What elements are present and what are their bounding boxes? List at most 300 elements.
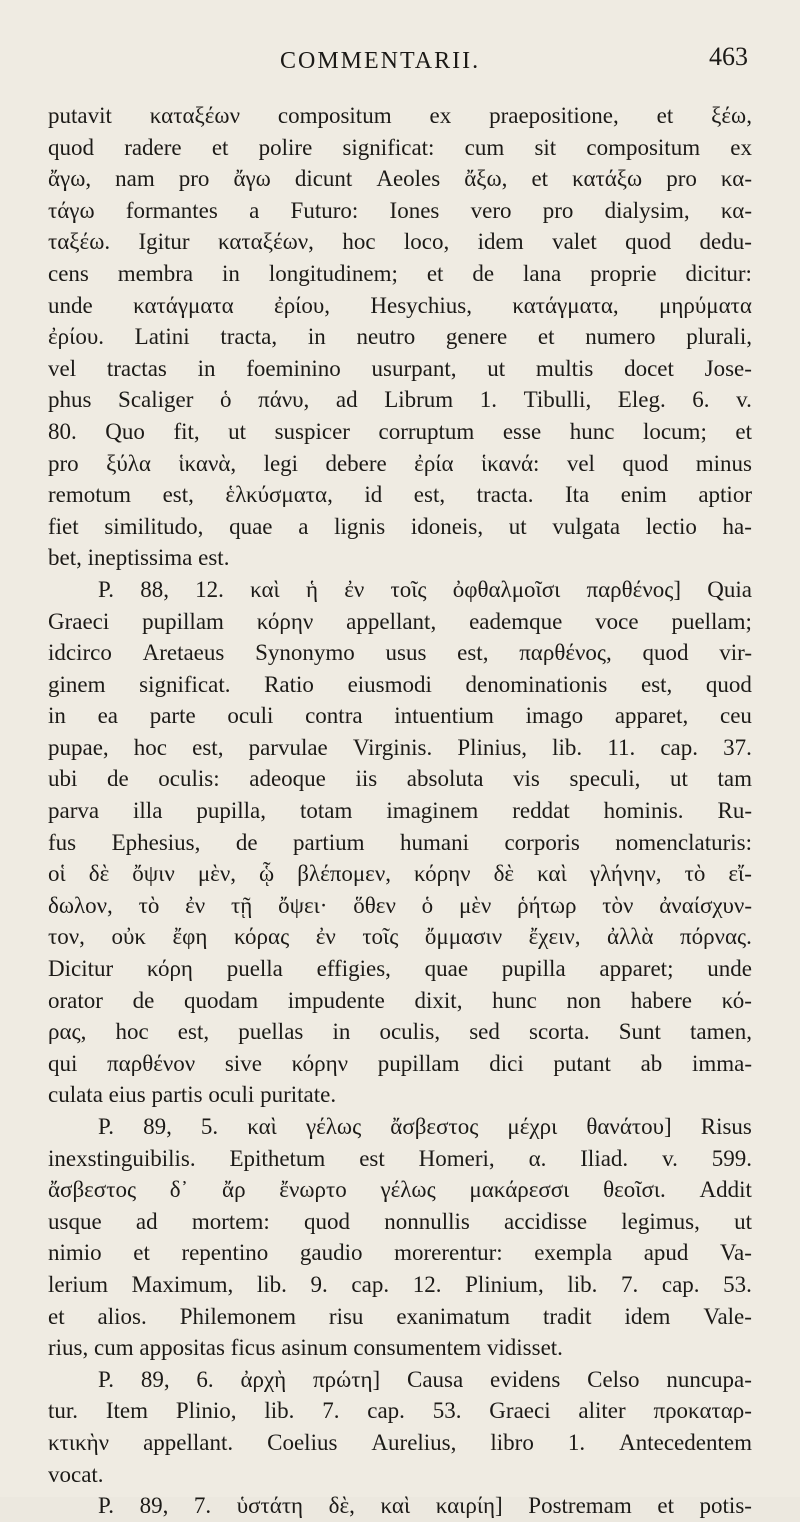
text-line: [48, 1048, 752, 1080]
word: docet: [624, 355, 674, 381]
word: a: [298, 513, 309, 539]
text-line: [48, 163, 752, 195]
word: eademque: [469, 608, 563, 634]
word: aptior: [698, 482, 752, 508]
word: polire: [258, 134, 313, 160]
word: vulgata: [552, 513, 621, 539]
word: Scaliger: [118, 387, 194, 413]
word: pupillam: [377, 1050, 460, 1076]
word: γλήνην,: [589, 861, 662, 887]
word: contra: [305, 703, 363, 729]
word: dicunt: [294, 166, 353, 192]
word: vidisset.: [486, 1335, 563, 1361]
word: P.: [98, 1366, 114, 1392]
text-line: [48, 1490, 752, 1522]
word: Iliad.: [580, 1145, 629, 1171]
text-line: [48, 953, 752, 985]
word: παρθένος]: [586, 576, 681, 602]
word: ubi: [48, 766, 78, 792]
word: ἐρίου.: [48, 324, 104, 350]
word: μέχρι: [507, 1114, 558, 1139]
word: Synonymo: [255, 640, 355, 666]
word: ut: [487, 355, 506, 381]
word: Futuro:: [290, 197, 359, 223]
word: ἔχειν,: [528, 924, 581, 950]
word: speculi,: [569, 766, 641, 792]
word: usus: [385, 640, 427, 666]
word: non: [566, 987, 602, 1013]
word: nonnullis: [384, 1208, 470, 1234]
page-number: 463: [709, 42, 748, 71]
word: hoc: [115, 1019, 149, 1045]
word: risu: [328, 1303, 364, 1329]
text-line: [48, 637, 752, 669]
word: quod: [622, 450, 669, 476]
word: et: [537, 324, 555, 350]
word: ceu: [719, 703, 752, 729]
word: multis: [535, 355, 594, 381]
word: locum;: [642, 418, 707, 444]
word: ἡ: [305, 576, 318, 602]
word: ὀφθαλμοῖσι: [452, 576, 561, 602]
word: τοῖς: [390, 576, 427, 602]
word: vocat.: [48, 1461, 104, 1487]
word: οὐκ: [111, 924, 146, 950]
word: pupae,: [48, 734, 109, 760]
word: κόρην: [256, 608, 314, 634]
word: eiusmodi: [347, 671, 432, 697]
text-line: [48, 795, 752, 827]
word: idoneis,: [410, 513, 484, 539]
text-line: [48, 511, 752, 543]
word: putavit: [48, 103, 112, 128]
word: 6.: [692, 387, 710, 413]
text-line: [48, 1301, 752, 1333]
word: ab: [640, 1050, 663, 1076]
text-line: [48, 1174, 752, 1206]
text-line: [48, 1016, 752, 1048]
word: ἔφη: [172, 924, 208, 950]
word: cap.: [661, 1271, 700, 1297]
text-line: [48, 574, 752, 606]
word: ut: [228, 418, 247, 444]
word: partis: [151, 1082, 209, 1108]
word: ξύλα: [106, 450, 151, 476]
word: pupilla: [501, 956, 566, 982]
word: praepositione,: [489, 103, 619, 128]
word: parvulae: [248, 734, 328, 760]
word: ut: [669, 766, 688, 792]
word: oculis,: [379, 1019, 441, 1045]
word: eius: [108, 1082, 152, 1108]
word: imago: [525, 703, 584, 729]
word: εἴ-: [728, 861, 752, 887]
word: nomenclaturis:: [615, 829, 752, 855]
word: 11.: [607, 734, 636, 760]
word: rius,: [48, 1335, 94, 1361]
word: effigies,: [316, 956, 391, 982]
word: membra: [117, 260, 194, 286]
word: est,: [457, 640, 489, 666]
word: radere: [124, 134, 182, 160]
word: pupillam: [142, 608, 224, 634]
word: cens: [48, 260, 89, 286]
word: 7.: [193, 1493, 212, 1519]
word: quod: [705, 671, 752, 697]
word: Aretaeus: [142, 640, 225, 666]
word: tracta,: [220, 324, 278, 350]
word: unde: [48, 292, 93, 318]
word: Maximum,: [131, 1271, 234, 1297]
word: Iones: [389, 197, 440, 223]
word: in: [332, 1019, 351, 1045]
word: δὲ,: [328, 1493, 355, 1519]
text-line: [48, 321, 752, 353]
word: Latini: [134, 324, 190, 350]
word: legi: [263, 450, 299, 476]
body-text: [48, 100, 752, 1522]
word: P.: [98, 576, 114, 602]
word: loco,: [403, 229, 450, 255]
word: κό-: [721, 987, 752, 1013]
word: suspicer: [274, 418, 350, 444]
word: in: [48, 703, 66, 729]
word: ἀναίσχυν-: [659, 892, 752, 918]
word: et: [48, 1303, 65, 1329]
word: 1.: [479, 387, 498, 413]
word: usurpant,: [371, 355, 457, 381]
word: Homeri,: [418, 1145, 495, 1171]
word: idem: [624, 1303, 671, 1329]
text-line: [48, 353, 752, 385]
word: ῥήτωρ: [517, 892, 577, 918]
word: exanimatum: [396, 1303, 511, 1329]
text-line: [48, 669, 752, 701]
word: Epithetum: [229, 1145, 326, 1171]
word: est,: [192, 734, 224, 760]
word: est,: [162, 482, 194, 508]
text-line: [48, 1364, 752, 1396]
word: tur.: [48, 1398, 79, 1424]
text-line: [48, 1332, 752, 1364]
word: cap.: [351, 1271, 390, 1297]
word: qui: [48, 1050, 78, 1076]
word: iis: [355, 766, 378, 792]
word: πόρνας.: [679, 924, 752, 950]
word: 89,: [143, 1114, 172, 1139]
word: nuncupa-: [666, 1366, 752, 1392]
word: debere: [325, 450, 387, 476]
word: pro: [48, 450, 79, 476]
word: hunc: [492, 987, 537, 1013]
word: longitudinem;: [268, 260, 398, 286]
word: hoc: [342, 229, 376, 255]
word: γέλως: [380, 1177, 436, 1203]
word: δὲ: [88, 861, 110, 887]
text-line: [48, 763, 752, 795]
text-line: [48, 290, 752, 322]
word: cum: [94, 1335, 140, 1361]
word: partium: [293, 829, 365, 855]
word: totam: [299, 798, 353, 824]
word: 37.: [723, 734, 752, 760]
word: α.: [528, 1145, 547, 1171]
text-line: [48, 195, 752, 227]
word: de: [235, 829, 258, 855]
word: τὸ: [138, 892, 160, 918]
word: ginem: [48, 671, 106, 697]
word: v.: [662, 1145, 678, 1171]
word: vel: [48, 355, 77, 381]
word: Jose-: [704, 355, 752, 381]
word: inexstinguibilis.: [48, 1145, 196, 1171]
word: 599.: [711, 1145, 752, 1171]
word: tractas: [106, 355, 167, 381]
word: pupilla,: [196, 798, 267, 824]
word: Virginis.: [352, 734, 433, 760]
word: hoc: [133, 734, 168, 760]
word: Postremam: [528, 1493, 632, 1519]
text-line: [48, 258, 752, 290]
word: nimio: [48, 1240, 102, 1266]
word: καταξέων: [149, 103, 240, 128]
word: et: [657, 1493, 674, 1519]
word: esse: [502, 418, 542, 444]
word: cap.: [660, 734, 699, 760]
word: Item: [105, 1398, 148, 1424]
word: Vale-: [703, 1303, 752, 1329]
word: ἀλλὰ: [607, 924, 654, 950]
word: ἱκανά:: [480, 450, 540, 476]
word: 7.: [620, 1271, 639, 1297]
word: plurali,: [686, 324, 752, 350]
word: καιρίη]: [435, 1493, 503, 1519]
word: οἱ: [48, 861, 66, 887]
word: καὶ: [247, 1114, 277, 1139]
text-line: [48, 1143, 752, 1175]
word: ὅθεν: [353, 892, 396, 918]
word: lib.: [567, 1271, 598, 1297]
word: ἐν: [185, 892, 206, 918]
word: a: [249, 197, 260, 223]
word: apparet,: [614, 703, 689, 729]
word: Graeci: [48, 608, 110, 634]
word: pro: [666, 166, 697, 192]
word: καταξέων,: [217, 229, 314, 255]
word: adeoque: [249, 766, 326, 792]
word: oculi: [208, 1082, 261, 1108]
text-line: [48, 1427, 752, 1459]
word: accidisse: [504, 1208, 588, 1234]
word: corruptum: [378, 418, 475, 444]
word: ἐν: [344, 576, 365, 602]
word: vel: [566, 450, 595, 476]
word: ut: [508, 513, 527, 539]
word: tracta.: [476, 482, 534, 508]
word: τὸ: [684, 861, 706, 887]
word: aliter: [578, 1398, 626, 1424]
word: quod: [625, 229, 672, 255]
word: Causa: [407, 1366, 464, 1392]
word: est,: [640, 671, 673, 697]
word: τὸν: [602, 892, 634, 918]
word: ὄψιν: [132, 861, 175, 887]
word: Sunt: [618, 1019, 661, 1045]
word: 6.: [196, 1366, 214, 1392]
word: de: [106, 766, 129, 792]
text-line: [48, 606, 752, 638]
word: P.: [98, 1114, 114, 1139]
word: ha-: [722, 513, 752, 539]
word: alios.: [97, 1303, 147, 1329]
word: ineptissima: [87, 545, 199, 571]
word: et: [133, 1240, 150, 1266]
word: gaudio: [299, 1240, 363, 1266]
word: voce: [595, 608, 639, 634]
text-line: [48, 1206, 752, 1238]
word: tradit: [542, 1303, 592, 1329]
word: enim: [620, 482, 667, 508]
word: dicitur:: [685, 260, 752, 286]
word: καὶ: [250, 576, 280, 602]
word: sive: [224, 1050, 262, 1076]
word: appellant,: [346, 608, 437, 634]
word: lib.: [264, 1398, 295, 1424]
word: Ita: [565, 482, 590, 508]
word: ut: [734, 1208, 752, 1234]
word: Eleg.: [617, 387, 666, 413]
word: καὶ: [537, 861, 567, 887]
text-line: [48, 827, 752, 859]
word: tamen,: [690, 1019, 752, 1045]
word: proprie: [590, 260, 657, 286]
word: parva: [48, 798, 100, 824]
text-line: [48, 132, 752, 164]
text-line: [48, 479, 752, 511]
word: ἄσβεστος: [48, 1177, 137, 1203]
word: puellam;: [671, 608, 752, 634]
word: πρώτη]: [313, 1366, 381, 1392]
word: 53.: [432, 1398, 462, 1424]
word: exempla: [534, 1240, 613, 1266]
word: προκαταρ-: [653, 1398, 752, 1424]
word: foeminino: [246, 355, 341, 381]
word: lana: [522, 260, 562, 286]
word: Plinium,: [465, 1271, 544, 1297]
word: ξέω,: [711, 103, 752, 128]
word: Addit: [699, 1177, 752, 1203]
word: τάγω: [48, 197, 95, 223]
word: tam: [717, 766, 752, 792]
word: habere: [630, 987, 692, 1013]
word: ficus: [230, 1335, 282, 1361]
word: culata: [48, 1082, 109, 1108]
word: κατάξω: [572, 166, 643, 192]
word: sit: [534, 134, 557, 160]
word: Plinius,: [457, 734, 528, 760]
word: Quia: [707, 576, 752, 602]
word: Tibulli,: [523, 387, 592, 413]
word: ἑλκύσματα,: [225, 482, 333, 508]
text-line: [48, 226, 752, 258]
word: et: [656, 103, 674, 128]
word: numero: [585, 324, 656, 350]
text-line: [48, 416, 752, 448]
word: in: [307, 324, 326, 350]
word: Hesychius,: [370, 292, 472, 318]
word: Va-: [720, 1240, 752, 1266]
word: ὄμμασιν: [424, 924, 503, 950]
word: scorta.: [529, 1019, 590, 1045]
word: absoluta: [406, 766, 484, 792]
text-line: [48, 448, 752, 480]
word: et: [735, 418, 752, 444]
word: fit,: [173, 418, 200, 444]
word: id: [364, 482, 383, 508]
word: humani: [400, 829, 470, 855]
word: Aurelius,: [371, 1429, 457, 1455]
word: est.: [198, 545, 230, 571]
word: μὲν,: [197, 861, 236, 887]
word: cap.: [367, 1398, 405, 1424]
word: formantes: [125, 197, 218, 223]
word: ἔνωρτο: [279, 1177, 347, 1203]
word: imma-: [691, 1050, 752, 1076]
word: ἄξω,: [464, 166, 508, 192]
word: idem: [477, 229, 524, 255]
word: μηρύματα: [659, 292, 752, 318]
word: appellant.: [143, 1429, 234, 1455]
text-line: [48, 1237, 752, 1269]
word: ὁ: [421, 892, 434, 918]
running-head: COMMENTARII.: [280, 48, 481, 74]
word: 12.: [195, 576, 224, 602]
word: παρθένος,: [519, 640, 612, 666]
word: vis: [513, 766, 540, 792]
word: valet: [552, 229, 597, 255]
text-line: [48, 985, 752, 1017]
word: apud: [643, 1240, 689, 1266]
word: ὑστάτη: [236, 1493, 304, 1519]
word: morerentur:: [394, 1240, 503, 1266]
word: μὲν: [458, 892, 492, 918]
word: reddat: [512, 798, 570, 824]
word: 5.: [200, 1114, 219, 1139]
word: pro: [178, 166, 210, 192]
word: ἐρίου,: [274, 292, 331, 318]
word: significat:: [342, 134, 435, 160]
word: κόρας: [233, 924, 290, 950]
word: δὲ: [493, 861, 515, 887]
word: κόρη: [146, 956, 193, 982]
word: imaginem: [386, 798, 479, 824]
word: denominationis: [465, 671, 608, 697]
word: lib.: [552, 734, 583, 760]
word: 9.: [310, 1271, 328, 1297]
text-line: [48, 1079, 752, 1111]
word: in: [222, 260, 240, 286]
word: dici: [489, 1050, 524, 1076]
word: corporis: [504, 829, 580, 855]
word: illa: [133, 798, 163, 824]
word: ἐν: [315, 924, 336, 950]
word: et: [531, 166, 549, 192]
word: asinum: [281, 1335, 354, 1361]
word: 12.: [412, 1271, 442, 1297]
word: lignis: [334, 513, 386, 539]
word: ἄγω,: [48, 166, 92, 192]
text-line: [48, 921, 752, 953]
